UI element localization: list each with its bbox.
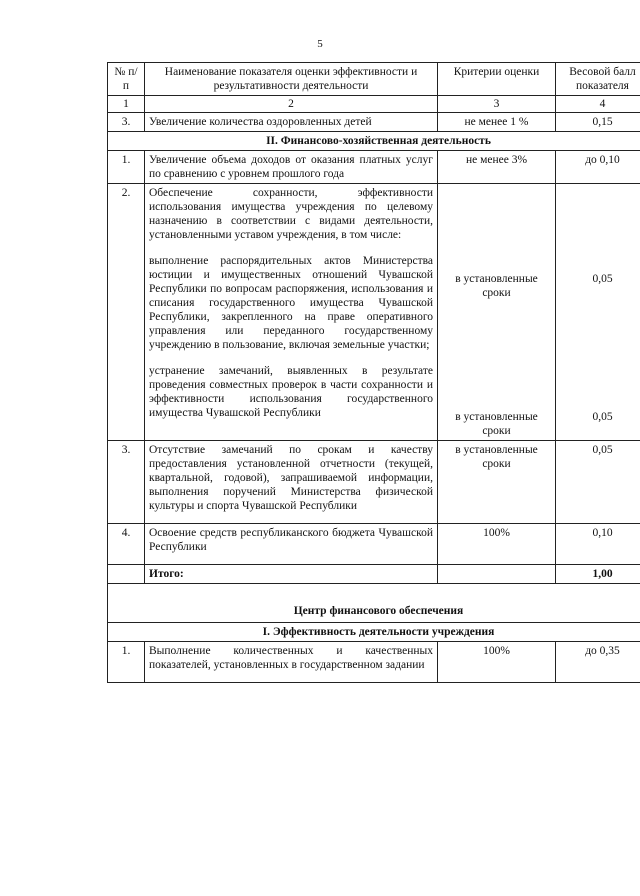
header-criteria: Критерии оценки — [438, 63, 556, 96]
row-weight-group — [556, 184, 640, 441]
row-number: 4. — [108, 524, 145, 565]
column-numbers-row — [108, 96, 640, 113]
total-value: 1,00 — [556, 565, 640, 584]
column-number-1: 1 — [108, 96, 145, 113]
table-row — [108, 441, 640, 524]
table-row — [108, 524, 640, 565]
row-indicator: Увеличение объема доходов от оказания платных услуг по сравнению с уровнем прошлого года — [145, 151, 438, 184]
header-number: № п/п — [108, 63, 145, 96]
column-number-4: 4 — [556, 96, 640, 113]
row-number: 1. — [108, 642, 145, 683]
row-criteria: 100% — [438, 524, 556, 565]
column-number-3: 3 — [438, 96, 556, 113]
table-row — [108, 113, 640, 132]
column-number-2: 2 — [145, 96, 438, 113]
row-indicator: Увеличение количества оздоровленных детей — [145, 113, 438, 132]
row-indicator-intro: Обеспечение сохранности, эффективности использования имущества учреждения по целевому назначению в соответствии с видами деятельности, установленными уставом учреждения, в том числе: — [149, 187, 433, 241]
row-criteria-sub-2: в установленные сроки — [455, 411, 538, 437]
table-row — [108, 151, 640, 184]
row-indicator-cell — [145, 441, 438, 524]
row-indicator: Отсутствие замечаний по срокам и качеству предоставления установленной отчетности (текущей, квартальной, годовой), запрашиваемой информации, выполнения поручений Министерства физической культуры и спорта Чувашской Республики — [149, 444, 433, 512]
page-number: 5 — [317, 38, 323, 50]
header-indicator-name: Наименование показателя оценки эффективности и результативности деятельности — [145, 63, 438, 96]
row-weight: 0,05 — [556, 441, 640, 524]
total-label: Итого: — [145, 565, 438, 584]
row-weight: 0,10 — [556, 524, 640, 565]
section-row — [108, 132, 640, 151]
row-indicator-sub-1: выполнение распорядительных актов Министерства юстиции и имущественных отношений Чувашской Республики по вопросам распоряжения, использования и списания государственного имущества Чувашской Республики, закрепленного на праве оперативного управления или переданного государственному учреждению в пользование, включая земельные участки; — [149, 255, 433, 351]
center-title: Центр финансового обеспечения — [108, 584, 640, 623]
row-indicator-sub-2: устранение замечаний, выявленных в результате проведения совместных проверок в части сохранности и эффективности использования государственного имущества Чувашской Республики — [149, 365, 433, 419]
table-header-row — [108, 63, 640, 96]
row-weight-sub-1: 0,05 — [592, 273, 613, 285]
row-criteria-sub-1: в установленные сроки — [455, 273, 538, 299]
row-criteria: не менее 3% — [438, 151, 556, 184]
section-title: I. Эффективность деятельности учреждения — [108, 623, 640, 642]
row-indicator-cell — [145, 642, 438, 683]
row-criteria: не менее 1 % — [438, 113, 556, 132]
row-number: 3. — [108, 113, 145, 132]
row-criteria: 100% — [438, 642, 556, 683]
row-number: 1. — [108, 151, 145, 184]
table-row — [108, 184, 640, 441]
row-indicator-cell — [145, 524, 438, 565]
row-weight: 0,15 — [556, 113, 640, 132]
row-weight: до 0,10 — [556, 151, 640, 184]
section-row — [108, 623, 640, 642]
row-weight-sub-2: 0,05 — [592, 411, 613, 423]
header-weight: Весовой балл показателя — [556, 63, 640, 96]
center-title-row — [108, 584, 640, 623]
row-criteria: в установленные сроки — [438, 441, 556, 524]
row-number: 2. — [108, 184, 145, 441]
row-indicator: Выполнение количественных и качественных показателей, установленных в государственном задании — [149, 645, 433, 671]
row-number: 3. — [108, 441, 145, 524]
row-indicator-group — [145, 184, 438, 441]
total-row — [108, 565, 640, 584]
table-row — [108, 642, 640, 683]
row-weight: до 0,35 — [556, 642, 640, 683]
row-criteria-group — [438, 184, 556, 441]
section-title: II. Финансово-хозяйственная деятельность — [108, 132, 640, 151]
criteria-table — [107, 62, 640, 683]
row-indicator: Освоение средств республиканского бюджета Чувашской Республики — [149, 527, 433, 553]
